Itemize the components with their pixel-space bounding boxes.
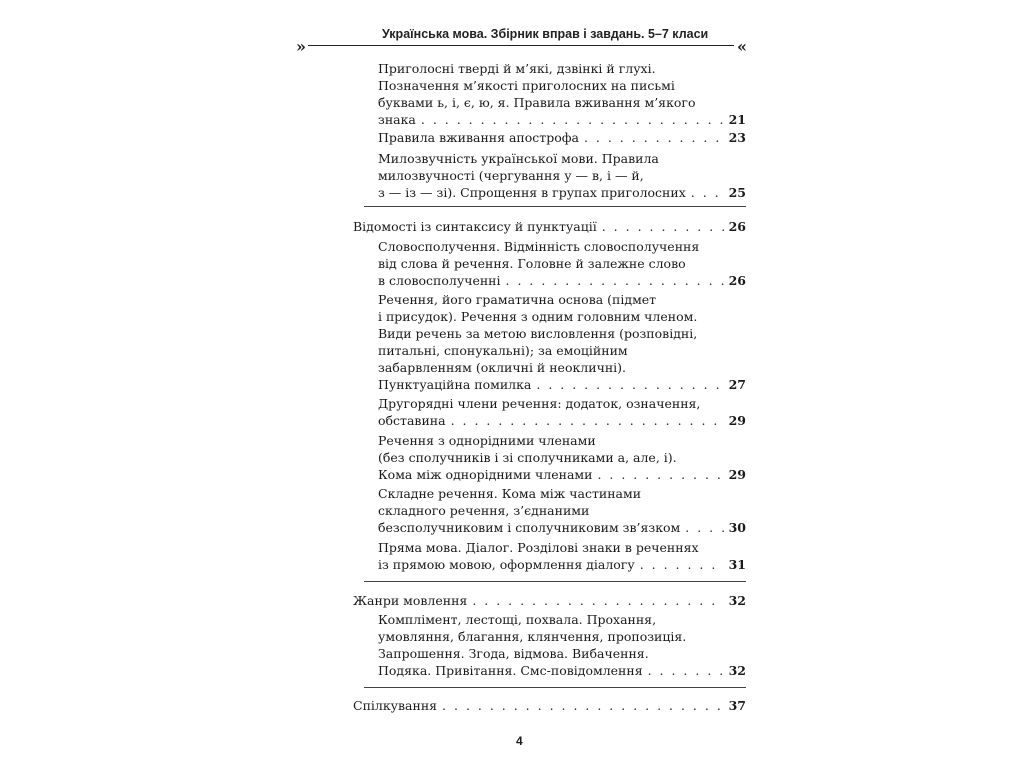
page-ref: 29 xyxy=(728,467,746,482)
toc-entry-line: Види речень за метою висловлення (розповідні, xyxy=(378,326,698,341)
toc-entry[interactable] xyxy=(378,150,746,201)
toc-entry-line: питальні, спонукальні); за емоційним xyxy=(378,343,628,358)
toc-entry[interactable] xyxy=(378,60,746,128)
page-ref: 30 xyxy=(728,520,746,535)
toc-entry[interactable] xyxy=(378,395,746,429)
leader-dots xyxy=(602,218,724,235)
toc-entry-line: Запрошення. Згода, відмова. Вибачення. xyxy=(378,646,649,661)
toc-entry[interactable] xyxy=(378,291,746,393)
toc-entry-title: Пунктуаційна помилка xyxy=(378,377,532,392)
page-number: 4 xyxy=(516,734,523,748)
toc-entry[interactable] xyxy=(378,129,746,146)
toc-entry[interactable] xyxy=(378,539,746,573)
toc-entry-title: в словосполученні xyxy=(378,273,501,288)
leader-dots xyxy=(648,662,724,679)
page-ref: 27 xyxy=(728,377,746,392)
leader-dots xyxy=(451,412,724,429)
leader-dots xyxy=(597,466,723,483)
toc-entry-line: Позначення м’якості приголосних на письмі xyxy=(378,78,675,93)
toc-section-entry[interactable] xyxy=(353,218,746,235)
toc-section-title: Відомості із синтаксису й пунктуації xyxy=(353,219,597,234)
toc-entry-line: Речення, його граматична основа (підмет xyxy=(378,292,657,307)
toc-entry-line: Словосполучення. Відмінність словосполучення xyxy=(378,239,700,254)
toc-entry[interactable] xyxy=(378,432,746,483)
toc-entry-title: Правила вживання апострофа xyxy=(378,130,579,145)
leader-dots xyxy=(640,556,724,573)
page-ref: 25 xyxy=(728,185,746,200)
toc-entry-line: Милозвучність української мови. Правила xyxy=(378,151,659,166)
toc-entry-line: Приголосні тверді й м’які, дзвінкі й глухі. xyxy=(378,61,656,76)
toc-entry-title: безсполучниковим і сполучниковим зв’язком xyxy=(378,520,681,535)
toc-entry[interactable] xyxy=(378,611,746,679)
page-ref: 29 xyxy=(728,413,746,428)
page-ref: 32 xyxy=(728,593,746,608)
toc-section-title: Жанри мовлення xyxy=(353,593,468,608)
toc-entry-line: буквами ь, і, є, ю, я. Правила вживання м’якого xyxy=(378,95,696,110)
toc-entry-title: Подяка. Привітання. Смс-повідомлення xyxy=(378,663,643,678)
left-decoration-mark: » xyxy=(296,37,306,56)
section-divider xyxy=(364,687,746,688)
toc-entry-line: від слова й речення. Головне й залежне слово xyxy=(378,256,686,271)
right-decoration-mark: « xyxy=(737,37,747,56)
toc-entry-line: умовляння, благання, клянчення, пропозиція. xyxy=(378,629,687,644)
toc-entry-line: забарвленням (окличні й неокличні). xyxy=(378,360,627,375)
toc-entry-line: милозвучності (чергування у — в, і — й, xyxy=(378,168,644,183)
leader-dots xyxy=(472,592,723,609)
toc-entry-line: Другорядні члени речення: додаток, означення, xyxy=(378,396,701,411)
leader-dots xyxy=(691,184,724,201)
toc-entry-line: складного речення, з’єднаними xyxy=(378,503,590,518)
leader-dots xyxy=(584,129,724,146)
page-ref: 26 xyxy=(728,219,746,234)
toc-entry-title: із прямою мовою, оформлення діалогу xyxy=(378,557,635,572)
toc-entry-line: (без сполучників і зі сполучниками а, але, і). xyxy=(378,450,677,465)
toc-entry-line: Складне речення. Кома між частинами xyxy=(378,486,642,501)
toc-entry-title: обставина xyxy=(378,413,446,428)
section-divider xyxy=(364,206,746,207)
page-ref: 21 xyxy=(728,112,746,127)
page-ref: 37 xyxy=(728,698,746,713)
leader-dots xyxy=(421,111,724,128)
toc-entry[interactable] xyxy=(378,485,746,536)
leader-dots xyxy=(536,376,723,393)
page-ref: 26 xyxy=(728,273,746,288)
toc-entry-title: з — із — зі). Спрощення в групах приголосних xyxy=(378,185,686,200)
leader-dots xyxy=(442,697,724,714)
page-ref: 23 xyxy=(728,130,746,145)
leader-dots xyxy=(685,519,723,536)
leader-dots xyxy=(506,272,724,289)
page-ref: 32 xyxy=(728,663,746,678)
toc-entry-line: Пряма мова. Діалог. Розділові знаки в реченнях xyxy=(378,540,699,555)
toc-section-title: Спілкування xyxy=(353,698,438,713)
toc-entry-title: знака xyxy=(378,112,416,127)
toc-entry-line: Речення з однорідними членами xyxy=(378,433,596,448)
page-ref: 31 xyxy=(728,557,746,572)
toc-section-entry[interactable] xyxy=(353,592,746,609)
toc-section-entry[interactable] xyxy=(353,697,746,714)
toc-entry-line: Комплімент, лестощі, похвала. Прохання, xyxy=(378,612,657,627)
toc-entry-line: і присудок). Речення з одним головним членом. xyxy=(378,309,698,324)
toc-entry-title: Кома між однорідними членами xyxy=(378,467,593,482)
header-title: Українська мова. Збірник вправ і завдань. 5–7 класи xyxy=(382,27,709,41)
section-divider xyxy=(364,581,746,582)
toc-entry[interactable] xyxy=(378,238,746,289)
